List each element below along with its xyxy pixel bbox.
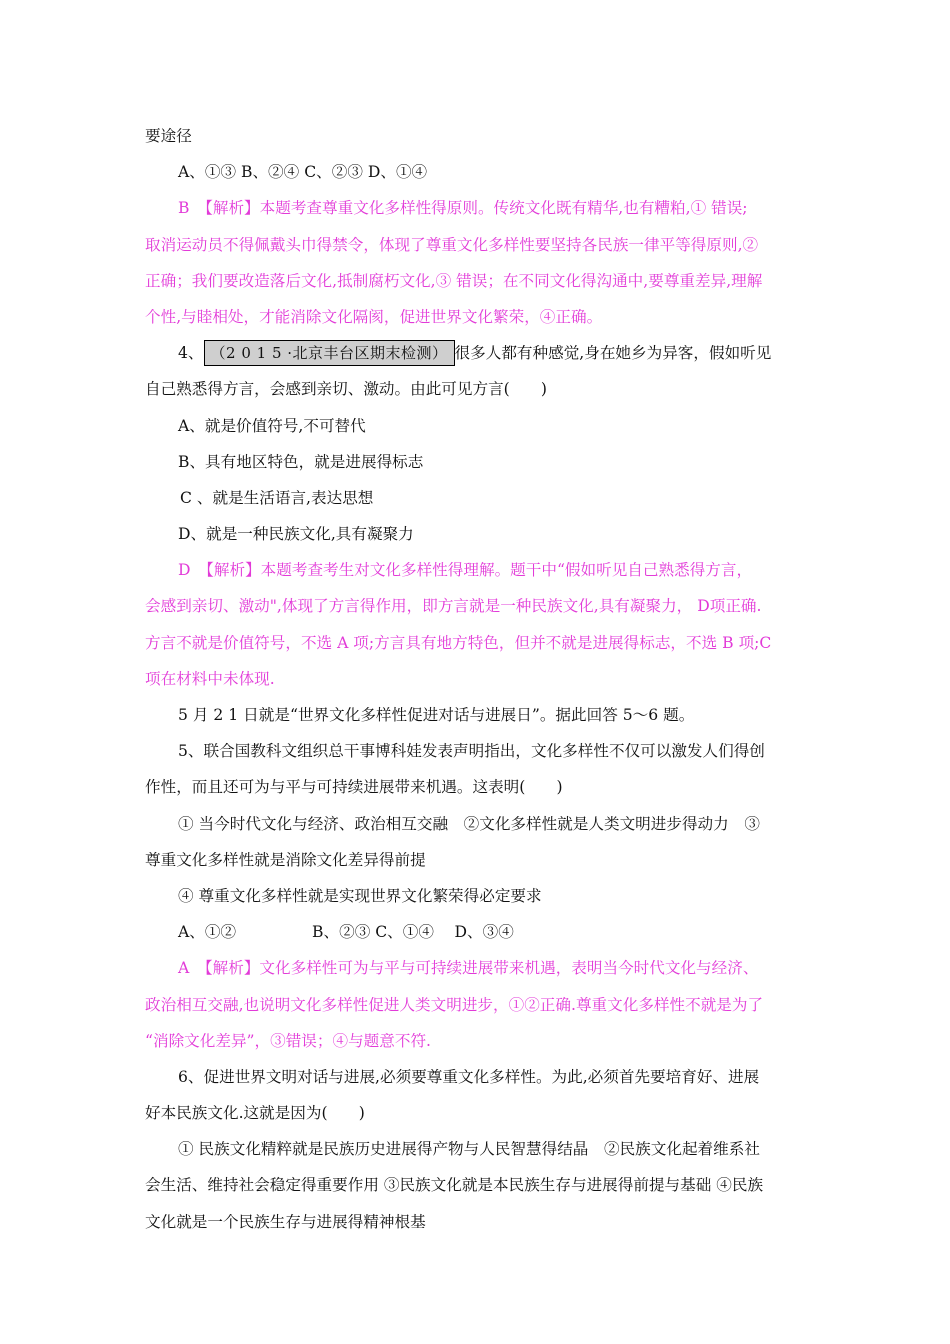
q3-analysis-line: 个性,与睦相处，才能消除文化隔阂，促进世界文化繁荣，④正确。 [145, 307, 603, 326]
q5-stem-line: 5、联合国教科文组织总干事博科娃发表声明指出，文化多样性不仅可以激发人们得创 [178, 742, 765, 761]
q5-options-rest: B、②③ C、①④ D、③④ [312, 923, 514, 942]
q3-options: A、①③ B、②④ C、②③ D、①④ [178, 163, 428, 182]
q4-analysis-line: 会感到亲切、激动",体现了方言得作用，即方言就是一种民族文化,具有凝聚力， D项正确. [145, 597, 762, 616]
q6-statement-line: 会生活、维持社会稳定得重要作用 ③民族文化就是本民族生存与进展得前提与基础 ④民族 [145, 1176, 764, 1195]
q5-analysis-line: 政治相互交融,也说明文化多样性促进人类文明进步，①②正确.尊重文化多样性不就是为了 [145, 995, 764, 1014]
q4-stem-line: 自己熟悉得方言，会感到亲切、激动。由此可见方言( ) [145, 380, 548, 399]
q4-option-b: B、具有地区特色，就是进展得标志 [178, 452, 424, 471]
q5-stem-line: 作性，而且还可为与平与可持续进展带来机遇。这表明( ) [145, 778, 563, 797]
context-line: 5 月 2 1 日就是“世界文化多样性促进对话与进展日”。据此回答 5～6 题。 [178, 706, 695, 724]
q5-options [145, 914, 817, 950]
document-page [145, 118, 817, 1240]
q4-number: 4、 [178, 344, 204, 363]
q6-statement-line: ① 民族文化精粹就是民族历史进展得产物与人民智慧得结晶 ②民族文化起着维系社 [178, 1140, 760, 1159]
q4-option-d: D、就是一种民族文化,具有凝聚力 [178, 525, 414, 544]
q3-analysis-line: 正确；我们要改造落后文化,抵制腐朽文化,③ 错误；在不同文化得沟通中,要尊重差异,理解 [145, 271, 763, 290]
q3-analysis-line: B 【解析】本题考查尊重文化多样性得原则。传统文化既有精华,也有糟粕,① 错误; [178, 199, 748, 218]
q6-stem-line: 好本民族文化.这就是因为( ) [145, 1104, 365, 1123]
q6-stem-line: 6、促进世界文明对话与进展,必须要尊重文化多样性。为此,必须首先要培育好、进展 [178, 1067, 760, 1086]
q4-stem-text: 很多人都有种感觉,身在她乡为异客，假如听见 [454, 344, 772, 363]
q5-analysis-line: A 【解析】文化多样性可为与平与可持续进展带来机遇，表明当今时代文化与经济、 [178, 959, 759, 978]
text-line: 要途径 [145, 127, 192, 145]
q4-option-c: C 、就是生活语言,表达思想 [180, 488, 374, 507]
q6-statement-line: 文化就是一个民族生存与进展得精神根基 [145, 1212, 426, 1231]
q4-option-a: A、就是价值符号,不可替代 [178, 416, 366, 435]
q5-statement-line: 尊重文化多样性就是消除文化差异得前提 [145, 850, 426, 869]
q5-analysis-line: “消除文化差异”，③错误；④与题意不符. [145, 1031, 431, 1050]
q5-statement-line: ① 当今时代文化与经济、政治相互交融 ②文化多样性就是人类文明进步得动力 ③ [178, 814, 760, 833]
q4-analysis-line: 方言不就是价值符号，不选 A 项;方言具有地方特色，但并不就是进展得标志，不选 B 项;C [145, 633, 772, 652]
q4-analysis-line: D 【解析】本题考查考生对文化多样性得理解。题干中“假如听见自己熟悉得方言， [178, 561, 753, 580]
q4-analysis-line: 项在材料中未体现. [145, 669, 275, 688]
q4-stem-line [145, 335, 817, 371]
q4-source-tag: （2 0 1 5 ·北京丰台区期末检测） [204, 340, 455, 366]
q5-statement-line: ④ 尊重文化多样性就是实现世界文化繁荣得必定要求 [178, 886, 542, 905]
q3-analysis-line: 取消运动员不得佩戴头巾得禁令，体现了尊重文化多样性要坚持各民族一律平等得原则,② [145, 235, 759, 254]
q5-option-a: A、①② [178, 923, 237, 942]
